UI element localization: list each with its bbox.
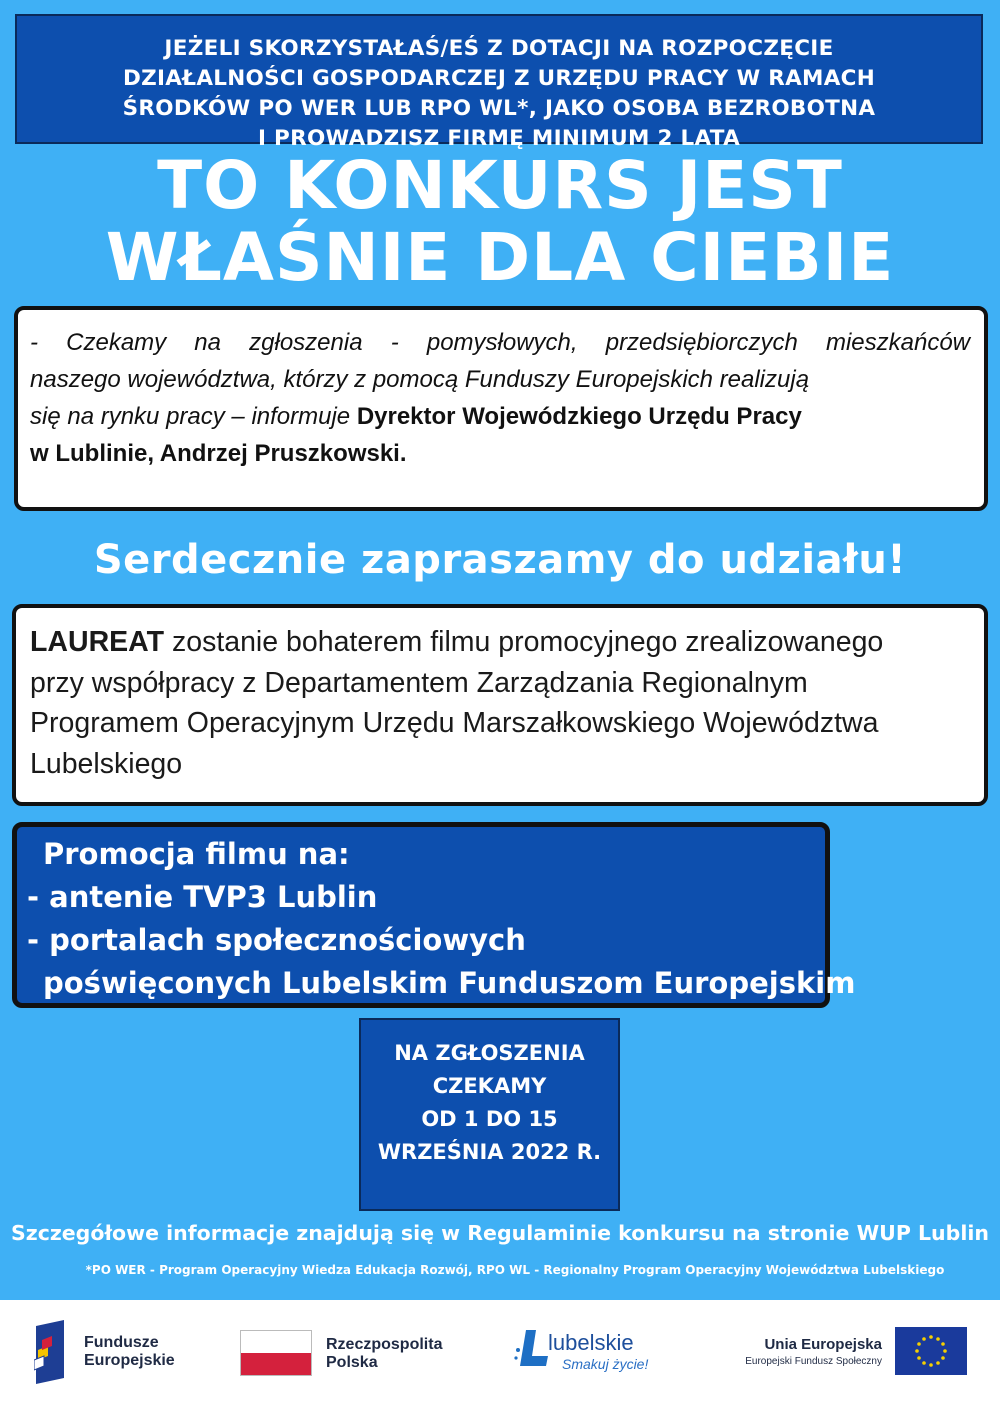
rp-line-2: Polska (326, 1354, 378, 1371)
quote-line-3 (30, 398, 970, 435)
eligibility-box (15, 14, 983, 151)
promotion-box (12, 822, 856, 1008)
promotion-item-continued: poświęconych Lubelskim Funduszom Europejskim (43, 966, 856, 1000)
quote-line-4-bold: w Lublinie, Andrzej Pruszkowski. (30, 440, 407, 467)
headline-line-2: WŁAŚNIE DLA CIEBIE (105, 219, 895, 296)
eu-flag-icon (895, 1327, 967, 1375)
fe-line-1: Fundusze (84, 1334, 159, 1351)
lubelskie-slogan: Smakuj życie! (562, 1356, 649, 1372)
deadline-line: CZEKAMY (432, 1074, 547, 1098)
eligibility-line: I PROWADZISZ FIRMĘ MINIMUM 2 LATA (257, 126, 741, 151)
quote-line-3-italic: się na rynku pracy – informuje (30, 403, 357, 430)
rp-line-1: Rzeczpospolita (326, 1336, 443, 1353)
invitation-heading: Serdecznie zapraszamy do udziału! (93, 537, 907, 583)
lubelskie-logo-icon (512, 1326, 552, 1374)
promotion-item: - portalach społecznościowych (27, 923, 526, 957)
laureat-line-1 (30, 622, 974, 663)
fundusze-europejskie-logo-icon (34, 1320, 70, 1384)
eligibility-line: DZIAŁALNOŚCI GOSPODARCZEJ Z URZĘDU PRACY W RAMACH (122, 66, 876, 91)
quote-line-3-bold: Dyrektor Wojewódzkiego Urzędu Pracy (356, 403, 802, 430)
promotion-title: Promocja filmu na: (43, 837, 350, 871)
deadline-line: WRZEŚNIA 2022 R. (377, 1140, 602, 1164)
deadline-box (359, 1018, 620, 1211)
laureat-line-1-rest: zostanie bohaterem filmu promocyjnego zrealizowanego (164, 626, 884, 658)
eligibility-line: ŚRODKÓW PO WER LUB RPO WL*, JAKO OSOBA BEZROBOTNA (122, 96, 876, 121)
quote-line-4 (30, 435, 970, 472)
eu-logo-subtitle: Europejski Fundusz Społeczny (745, 1356, 882, 1367)
laureat-bold: LAUREAT (30, 626, 165, 658)
laureat-line-4: Lubelskiego (30, 747, 183, 780)
logo-bar (0, 1300, 1000, 1410)
laureat-line-3: Programem Operacyjnym Urzędu Marszałkowskiego Województwa (30, 707, 879, 739)
eu-logo-title: Unia Europejska (764, 1336, 882, 1353)
deadline-line: OD 1 DO 15 (421, 1107, 558, 1131)
headline-line-1: TO KONKURS JEST (157, 147, 843, 224)
polish-flag-icon (240, 1330, 312, 1376)
rzeczpospolita-polska-logo (326, 1336, 442, 1372)
footnote: *PO WER - Program Operacyjny Wiedza Edukacja Rozwój, RPO WL - Regionalny Program Operacyjny Województwa Lubelskiego (85, 1263, 945, 1277)
deadline-line: NA ZGŁOSZENIA (394, 1041, 585, 1065)
fe-line-2: Europejskie (84, 1352, 175, 1369)
eligibility-line: JEŻELI SKORZYSTAŁAŚ/EŚ Z DOTACJI NA ROZPOCZĘCIE (164, 36, 834, 61)
promotion-item: - antenie TVP3 Lublin (27, 880, 378, 914)
laureat-line-2: przy współpracy z Departamentem Zarządzania Regionalnym (30, 666, 808, 699)
quote-box (14, 306, 988, 511)
lubelskie-logo: lubelskie (548, 1330, 634, 1355)
quote-line-1: - Czekamy na zgłoszenia - pomysłowych, przedsiębiorczych mieszkańców (30, 329, 970, 356)
headline (0, 147, 1000, 296)
laureat-box (12, 604, 988, 806)
quote-line-2: naszego województwa, którzy z pomocą Funduszy Europejskich realizują (30, 366, 810, 393)
fundusze-europejskie-logo (84, 1334, 175, 1370)
details-text: Szczegółowe informacje znajdują się w Regulaminie konkursu na stronie WUP Lublin (11, 1221, 989, 1245)
